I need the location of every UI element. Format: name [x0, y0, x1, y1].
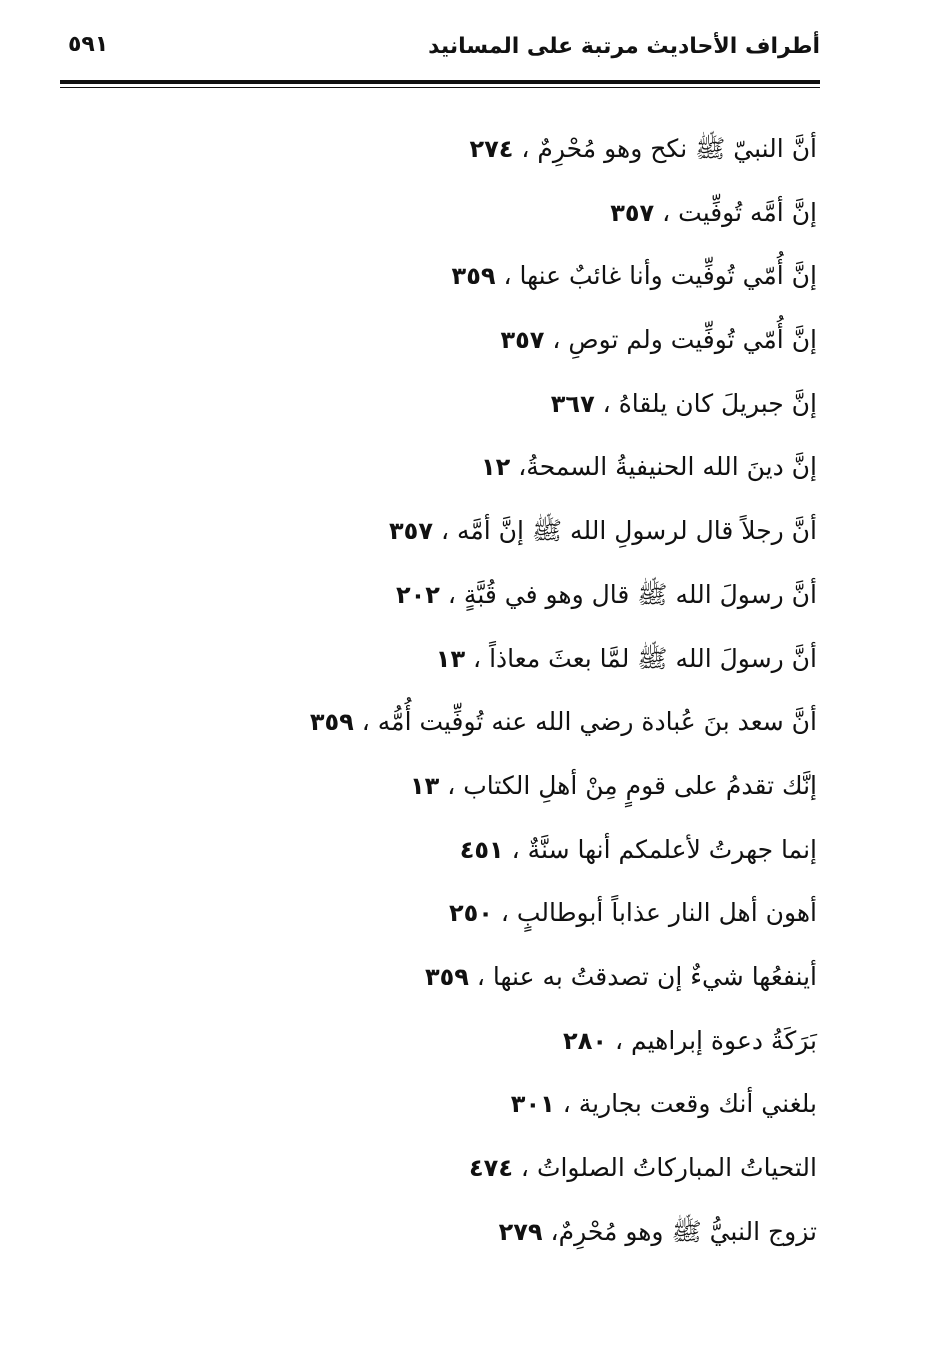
entry-page-ref: ٢٧٩ [498, 1217, 543, 1246]
entry-text: إنَّ جبريلَ كان يلقاهُ ، [602, 388, 817, 418]
entry-text: أنَّ رسولَ الله ﷺ لمَّا بعثَ معاذاً ، [473, 643, 817, 673]
entry-page-ref: ٣٥٩ [309, 708, 354, 737]
entry-text: أينفعُها شيءٌ إن تصدقتُ به عنها ، [476, 961, 817, 991]
index-entry [97, 308, 817, 372]
header-rule-thin [60, 87, 820, 88]
entry-text: أنَّ رسولَ الله ﷺ قال وهو في قُبَّةٍ ، [447, 579, 817, 609]
index-entry [97, 881, 817, 945]
index-entry [97, 690, 817, 754]
index-entry [97, 945, 817, 1009]
entry-text: بَرَكَةُ دعوة إبراهيم ، [614, 1025, 817, 1055]
entry-page-ref: ٣٠١ [510, 1090, 555, 1119]
running-title: أطراف الأحاديث مرتبة على المسانيد [428, 34, 820, 59]
entry-text: إنَّ أُمّي تُوفِّيت ولم توصِ ، [552, 325, 817, 355]
entry-text: أنَّ النبيّ ﷺ نكح وهو مُحْرِمٌ ، [521, 134, 817, 163]
entry-page-ref: ٣٥٩ [451, 262, 496, 291]
index-entry [97, 1072, 817, 1136]
header-rule-thick [60, 80, 820, 84]
running-header [60, 28, 820, 76]
entry-text: التحياتُ المباركاتُ الصلواتُ ، [520, 1153, 817, 1182]
hadith-index-list [97, 117, 817, 1263]
entry-page-ref: ٣٦٧ [550, 389, 595, 418]
entry-page-ref: ٤٥١ [459, 835, 504, 864]
index-entry [97, 563, 817, 627]
index-entry [97, 181, 817, 245]
entry-text: إنَّك تقدمُ على قومٍ مِنْ أهلِ الكتاب ، [447, 770, 817, 800]
entry-text: أهون أهل النار عذاباً أبوطالبٍ ، [500, 898, 817, 928]
entry-text: إنَّ أُمّي تُوفِّيت وأنا غائبٌ عنها ، [503, 261, 817, 291]
entry-page-ref: ٢٥٠ [448, 899, 493, 928]
entry-text: إنما جهرتُ لأعلمكم أنها سنَّةٌ ، [511, 834, 817, 864]
entry-page-ref: ٢٨٠ [563, 1026, 607, 1055]
index-entry [97, 1009, 817, 1073]
index-entry [97, 244, 817, 308]
entry-text: تزوج النبيُّ ﷺ وهو مُحْرِمٌ، [550, 1216, 817, 1246]
index-entry [97, 627, 817, 691]
entry-text: بلغني أنك وقعت بجارية ، [562, 1089, 817, 1119]
index-entry [97, 1136, 817, 1200]
index-entry [97, 372, 817, 436]
entry-page-ref: ٣٥٧ [389, 517, 433, 546]
entry-text: إنَّ دينَ الله الحنيفيةُ السمحةُ، [518, 452, 817, 482]
entry-page-ref: ٣٥٧ [500, 326, 545, 355]
index-entry [97, 1200, 817, 1264]
entry-page-ref: ٣٥٩ [424, 962, 469, 991]
entry-page-ref: ٢٧٤ [469, 135, 514, 163]
entry-page-ref: ١٣ [435, 644, 466, 673]
entry-text: أنَّ سعد بنَ عُبادة رضي الله عنه تُوفِّيت أُمُّه ، [361, 707, 817, 737]
index-entry [97, 499, 817, 563]
index-entry [97, 754, 817, 818]
entry-page-ref: ١٢ [480, 453, 511, 482]
entry-page-ref: ٤٧٤ [469, 1154, 513, 1182]
entry-text: إنَّ أمَّه تُوفِّيت ، [662, 197, 817, 227]
index-entry [97, 435, 817, 499]
index-entry [97, 818, 817, 882]
entry-page-ref: ٣٥٧ [610, 198, 655, 227]
page-number: ٥٩١ [68, 32, 109, 57]
index-entry [97, 117, 817, 181]
entry-text: أنَّ رجلاً قال لرسولِ الله ﷺ إنَّ أمَّه ، [440, 516, 817, 546]
entry-page-ref: ٢٠٢ [396, 580, 440, 609]
entry-page-ref: ١٣ [409, 771, 440, 800]
